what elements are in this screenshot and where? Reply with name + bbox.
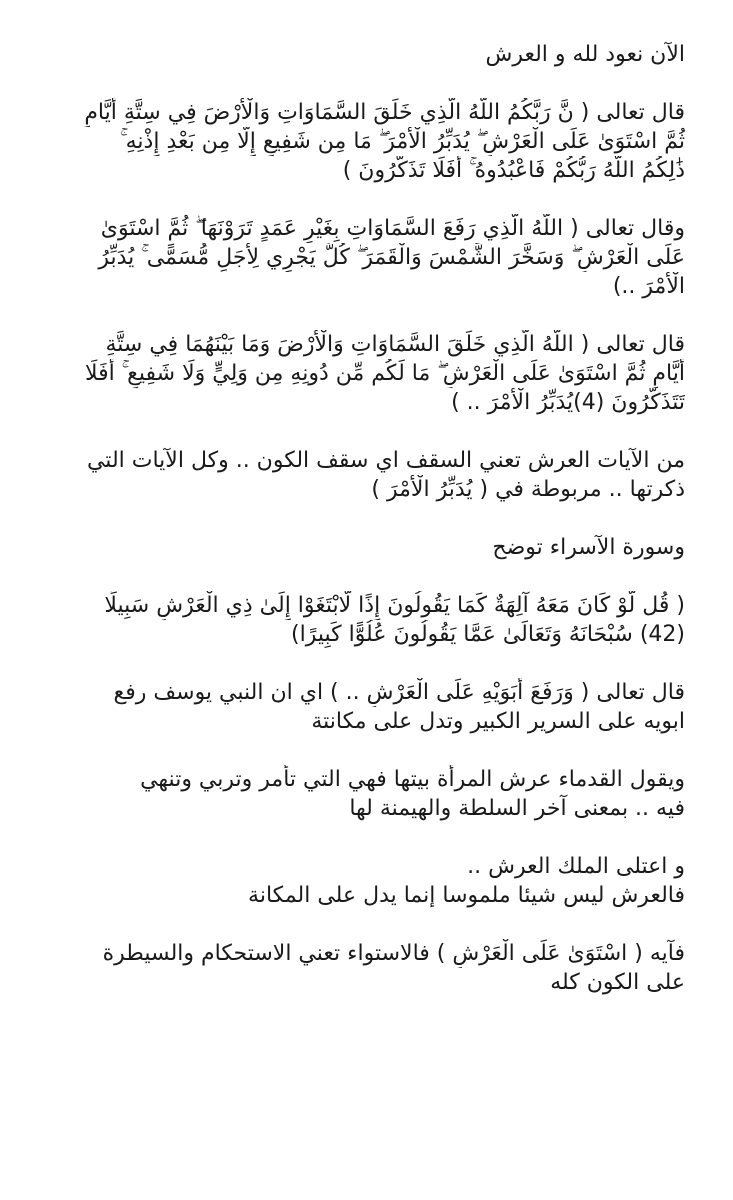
paragraph-intro: [50, 40, 685, 69]
text-line: فالعرش ليس شيئا ملموسا إنما يدل على المكانة: [248, 883, 685, 908]
paragraph-verse-1: [50, 98, 685, 185]
paragraph-yusuf: [50, 678, 685, 736]
text-line: وقال تعالى ( اللَّهُ الَّذِي رَفَعَ السَّمَاوَاتِ بِغَيْرِ عَمَدٍ تَرَوْنَهَا ۖ ثُمَّ اسْتَوَىٰ: [100, 216, 685, 241]
text-line: فآيه ( اسْتَوَىٰ عَلَى الْعَرْشِ ) فالاستواء تعني الاستحكام والسيطرة: [102, 941, 685, 966]
paragraph-ancients: [50, 765, 685, 823]
text-line: قال تعالى ( نَّ رَبَّكُمُ اللَّهُ الَّذِي خَلَقَ السَّمَاوَاتِ وَالْأَرْضَ فِي سِتَّةِ أَيَّامٍ: [84, 100, 685, 125]
text-line: على الكون كله: [550, 970, 685, 995]
text-line: ذكرتها .. مربوطة في ( يُدَبِّرُ الْأَمْرَ ): [371, 477, 685, 502]
text-line: و اعتلى الملك العرش ..: [467, 854, 685, 879]
text-line: تَتَذَكَّرُونَ (4)يُدَبِّرُ الْأَمْرَ .. ): [451, 390, 685, 415]
paragraph-verse-2: [50, 214, 685, 301]
text-line: ويقول القدماء عرش المرأة بيتها فهي التي تأمر وتربي وتنهي: [140, 767, 685, 792]
text-line: قال تعالى ( وَرَفَعَ أَبَوَيْهِ عَلَى الْعَرْشِ .. ) اي ان النبي يوسف رفع: [113, 680, 685, 705]
text-line: ابويه على السرير الكبير وتدل على مكانتة: [311, 709, 685, 734]
text-line: ذَٰلِكُمُ اللَّهُ رَبُّكُمْ فَاعْبُدُوهُ ۚ أَفَلَا تَذَكَّرُونَ ): [342, 158, 685, 183]
paragraph-isra-intro: [50, 533, 685, 562]
document-text: [50, 40, 685, 997]
paragraph-verse-isra: [50, 591, 685, 649]
text-line: من الآيات العرش تعني السقف اي سقف الكون .. وكل الآيات التي: [86, 448, 685, 473]
text-line: وسورة الآسراء توضح: [492, 535, 685, 560]
text-line: الْأَمْرَ ..): [612, 274, 685, 299]
text-line: أَيَّامٍ ثُمَّ اسْتَوَىٰ عَلَى الْعَرْشِ ۖ مَا لَكُم مِّن دُونِهِ مِن وَلِيٍّ وَلَا شَفِيعٍ ۚ أَفَلَا: [84, 361, 685, 386]
text-line: ( قُل لَّوْ كَانَ مَعَهُ آلِهَةٌ كَمَا يَقُولُونَ إِذًا لَّابْتَغَوْا إِلَىٰ ذِي الْعَرْشِ سَبِيلًا: [104, 593, 685, 618]
text-line: فيه .. بمعنى آخر السلطة والهيمنة لها: [349, 796, 685, 821]
paragraph-conclusion: [50, 939, 685, 997]
paragraph-explanation: [50, 446, 685, 504]
text-line: ثُمَّ اسْتَوَىٰ عَلَى الْعَرْشِ ۖ يُدَبِّرُ الْأَمْرَ ۖ مَا مِن شَفِيعٍ إِلَّا مِن بَعْدِ إِذْنِهِ ۚ: [120, 129, 685, 154]
paragraph-king: [50, 852, 685, 910]
text-line: (42) سُبْحَانَهُ وَتَعَالَىٰ عَمَّا يَقُولُونَ عُلُوًّا كَبِيرًا): [291, 622, 685, 647]
paragraph-verse-3: [50, 330, 685, 417]
text-line: قال تعالى ( اللَّهُ الَّذِي خَلَقَ السَّمَاوَاتِ وَالْأَرْضَ وَمَا بَيْنَهُمَا فِي سِتَّةِ: [105, 332, 685, 357]
text-line: الآن نعود لله و العرش: [485, 42, 685, 67]
text-line: عَلَى الْعَرْشِ ۖ وَسَخَّرَ الشَّمْسَ وَالْقَمَرَ ۖ كُلٌّ يَجْرِي لِأَجَلٍ مُّسَمًّى ۚ يُدَبِّرُ: [98, 245, 685, 270]
